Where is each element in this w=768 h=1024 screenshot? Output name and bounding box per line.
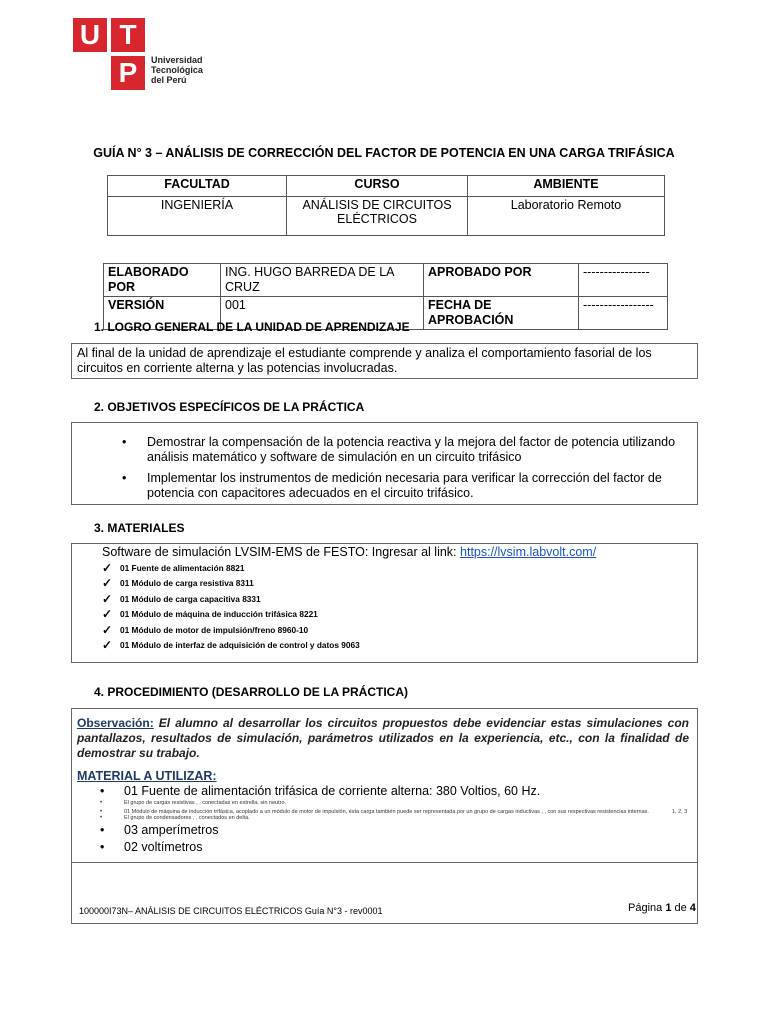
logo-name: Universidad Tecnológica del Perú [151,55,203,85]
list-item: ✓ 01 Módulo de carga capacitiva 8331 [102,591,261,606]
version-value: 001 [221,297,424,330]
value-facultad: INGENIERÍA [108,197,287,236]
page-number: Página 1 de 4 [628,902,696,914]
observation-label: Observación: [77,716,154,730]
checkmark-icon: ✓ [102,607,113,622]
material-title: MATERIAL A UTILIZAR: [77,769,217,783]
list-item: • 01 Módulo de máquina de inducción trifásica, acoplado a un módulo de motor de impulsión, ésta carga también puede ser representada por un grupo de cargas inductivas , , con sus respectivas resistencias internas. 1, 2, 3 [100,808,688,815]
list-item: ✓ 01 Módulo de interfaz de adquisición de control y datos 9063 [102,638,360,653]
value-curso: ANÁLISIS DE CIRCUITOS ELÉCTRICOS [287,197,468,236]
objectives-list [72,435,697,501]
logo-letter-u: U [73,18,107,52]
aprobado-label: APROBADO POR [424,264,579,297]
utp-logo [73,18,223,90]
checkmark-icon: ✓ [102,591,113,606]
checkmark-icon: ✓ [102,638,113,653]
section-1-text: Al final de la unidad de aprendizaje el estudiante comprende y analiza el comportamiento fasorial de los circuitos en corriente alterna y las potencias involucradas. [77,346,652,375]
list-item: ✓ 01 Módulo de motor de impulsión/freno 8960-10 [102,622,309,637]
fecha-label: FECHA DE APROBACIÓN [424,297,579,330]
document-title: GUÍA N° 3 – ANÁLISIS DE CORRECCIÓN DEL FACTOR DE POTENCIA EN UNA CARGA TRIFÁSICA [93,146,675,160]
observation-text: El alumno al desarrollar los circuitos propuestos debe evidenciar estas simulaciones con pantallazos, resultados de simulación, parámetros utilizados en la experiencia, etc., con la finalidad de demostrar su trabajo. [77,716,689,760]
elaborado-label: ELABORADO POR [104,264,221,297]
section-1-box [71,343,698,379]
fecha-value: ----------------- [579,297,668,330]
objective-item: • Demostrar la compensación de la potencia reactiva y la mejora del factor de potencia utilizando análisis matemático y software de simulación en un circuito trifásico [72,435,697,465]
list-item: • 03 amperímetros [100,822,219,837]
section-3-heading: 3. MATERIALES [94,521,185,535]
section-1-heading: 1. LOGRO GENERAL DE LA UNIDAD DE APRENDIZAJE [94,320,410,334]
header-ambiente: AMBIENTE [468,176,665,197]
header-curso: CURSO [287,176,468,197]
version-label: VERSIÓN [104,297,221,330]
list-item: • El grupo de condensadores , , conectados en delta. [100,815,250,821]
observation-paragraph [77,716,689,761]
elaborado-value: ING. HUGO BARREDA DE LA CRUZ [221,264,424,297]
checkmark-icon: ✓ [102,622,113,637]
section-2-heading: 2. OBJETIVOS ESPECÍFICOS DE LA PRÁCTICA [94,400,365,414]
objective-item: • Implementar los instrumentos de medición necesaria para verificar la corrección del factor de potencia con capacitores adecuados en el circuito trifásico. [72,471,697,501]
list-item: • 02 voltímetros [100,839,203,854]
logo-letter-t: T [111,18,145,52]
info-table [107,175,665,236]
section-2-box [71,422,698,505]
aprobado-value: ---------------- [579,264,668,297]
list-item: ✓ 01 Fuente de alimentación 8821 [102,560,245,575]
list-item: ✓ 01 Módulo de máquina de inducción trifásica 8221 [102,607,318,622]
materials-list [102,560,360,653]
section-4-heading: 4. PROCEDIMIENTO (DESARROLLO DE LA PRÁCTICA) [94,685,409,699]
list-item: ✓ 01 Módulo de carga resistiva 8311 [102,576,254,591]
procedure-materials-list [100,784,700,855]
lvsim-link[interactable]: https://lvsim.labvolt.com/ [460,545,597,559]
value-ambiente: Laboratorio Remoto [468,197,665,236]
checkmark-icon: ✓ [102,576,113,591]
checkmark-icon: ✓ [102,560,113,575]
list-item: • El grupo de cargas resistivas , , conectadas en estrella, sin neutro. [100,800,287,806]
list-item: • 01 Fuente de alimentación trifásica de corriente alterna: 380 Voltios, 60 Hz. [100,784,541,798]
logo-letter-p: P [111,56,145,90]
footer-doc-code: 100000I73N– ANÁLISIS DE CIRCUITOS ELÉCTRICOS Guía N°3 - rev0001 [79,906,383,916]
header-facultad: FACULTAD [108,176,287,197]
materials-intro: Software de simulación LVSIM-EMS de FESTO: Ingresar al link: https://lvsim.labvolt.com/ [102,545,597,559]
